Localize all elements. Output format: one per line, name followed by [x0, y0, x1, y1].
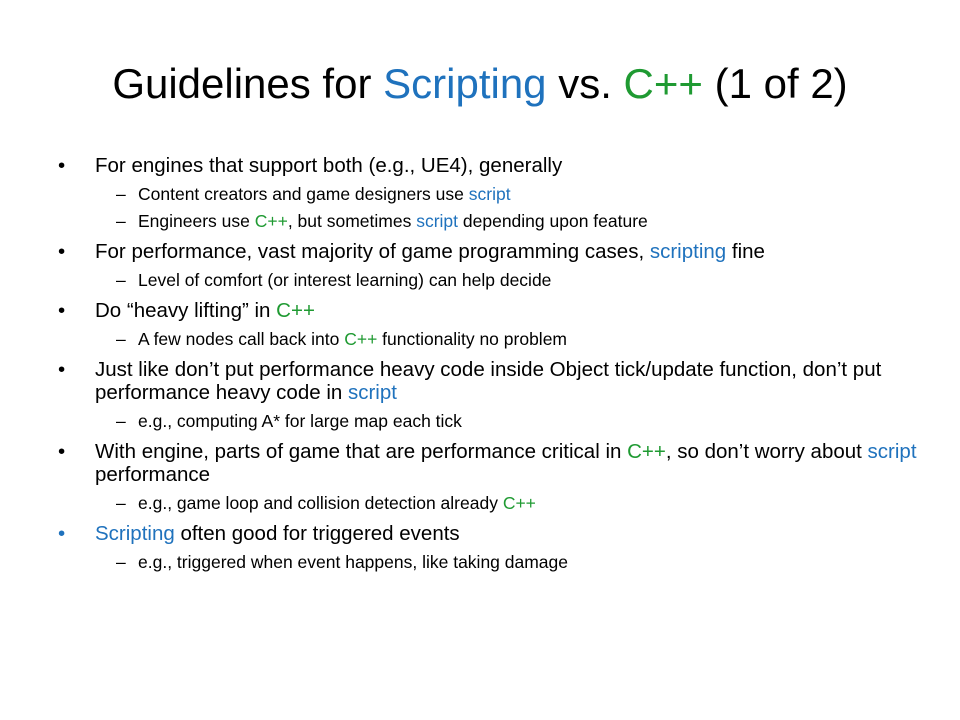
bullet-marker: •	[58, 240, 66, 263]
dash-marker: –	[116, 211, 126, 231]
bullet-text	[95, 522, 460, 545]
text-run: For engines that support both (e.g., UE4), generally	[95, 154, 563, 177]
sub-bullet-item	[58, 211, 918, 232]
text-run: e.g., game loop and collision detection already	[138, 493, 503, 513]
bullet-marker: •	[58, 522, 66, 545]
text-run: Engineers use	[138, 211, 255, 231]
text-run: e.g., computing A* for large map each tick	[138, 411, 462, 431]
text-run: e.g., triggered when event happens, like taking damage	[138, 552, 569, 572]
highlighted-term: C++	[276, 299, 315, 322]
slide-title	[0, 58, 960, 110]
bullet-item	[58, 440, 918, 486]
dash-marker: –	[116, 184, 126, 204]
title-segment: Scripting	[383, 60, 547, 107]
text-run: , but sometimes	[287, 211, 417, 231]
text-run: Do “heavy lifting” in	[95, 299, 277, 322]
text-run: fine	[726, 240, 765, 263]
dash-marker: –	[116, 270, 126, 290]
highlighted-term: C++	[344, 329, 378, 349]
highlighted-term: script	[867, 440, 917, 463]
bullet-text	[95, 154, 562, 177]
text-run: Content creators and game designers use	[138, 184, 469, 204]
title-segment: (1 of 2)	[702, 60, 848, 107]
bullet-marker: •	[58, 358, 66, 381]
sub-bullet-item	[58, 411, 918, 432]
highlighted-term: scripting	[649, 240, 727, 263]
dash-marker: –	[116, 329, 126, 349]
bullet-text	[95, 440, 917, 486]
text-run: For performance, vast majority of game programming cases,	[95, 240, 650, 263]
text-run: , so don’t worry about	[665, 440, 868, 463]
bullet-item	[58, 154, 918, 177]
text-run: often good for triggered events	[174, 522, 460, 545]
bullet-text	[138, 411, 462, 431]
bullet-text	[138, 211, 648, 231]
sub-bullet-item	[58, 329, 918, 350]
dash-marker: –	[116, 552, 126, 572]
dash-marker: –	[116, 493, 126, 513]
bullet-text	[95, 358, 881, 404]
highlighted-term: C++	[502, 493, 536, 513]
text-run: Just like don’t put performance heavy code inside Object tick/update function, don’t put performance heavy code in	[95, 358, 882, 404]
bullet-text	[95, 299, 315, 322]
bullet-list	[58, 146, 918, 579]
title-segment: C++	[623, 60, 703, 107]
bullet-text	[95, 240, 765, 263]
text-run: Level of comfort (or interest learning) can help decide	[138, 270, 552, 290]
sub-bullet-item	[58, 270, 918, 291]
highlighted-term: script	[416, 211, 459, 231]
bullet-text	[138, 270, 551, 290]
text-run: depending upon feature	[458, 211, 648, 231]
highlighted-term: C++	[254, 211, 288, 231]
highlighted-term: C++	[627, 440, 666, 463]
bullet-text	[138, 184, 511, 204]
bullet-marker: •	[58, 299, 66, 322]
highlighted-term: script	[468, 184, 511, 204]
title-segment: vs.	[546, 60, 624, 107]
bullet-text	[138, 552, 568, 572]
text-run: A few nodes call back into	[138, 329, 345, 349]
sub-bullet-item	[58, 552, 918, 573]
text-run: functionality no problem	[377, 329, 568, 349]
bullet-marker: •	[58, 154, 66, 177]
bullet-text	[138, 329, 567, 349]
sub-bullet-item	[58, 493, 918, 514]
text-run: performance	[95, 463, 211, 486]
text-run: With engine, parts of game that are performance critical in	[95, 440, 628, 463]
bullet-item	[58, 358, 918, 404]
sub-bullet-item	[58, 184, 918, 205]
highlighted-term: script	[347, 381, 397, 404]
dash-marker: –	[116, 411, 126, 431]
bullet-text	[138, 493, 536, 513]
title-segment: Guidelines for	[112, 60, 384, 107]
bullet-item	[58, 522, 918, 545]
highlighted-term: Scripting	[95, 522, 175, 545]
bullet-item	[58, 299, 918, 322]
bullet-item	[58, 240, 918, 263]
bullet-marker: •	[58, 440, 66, 463]
